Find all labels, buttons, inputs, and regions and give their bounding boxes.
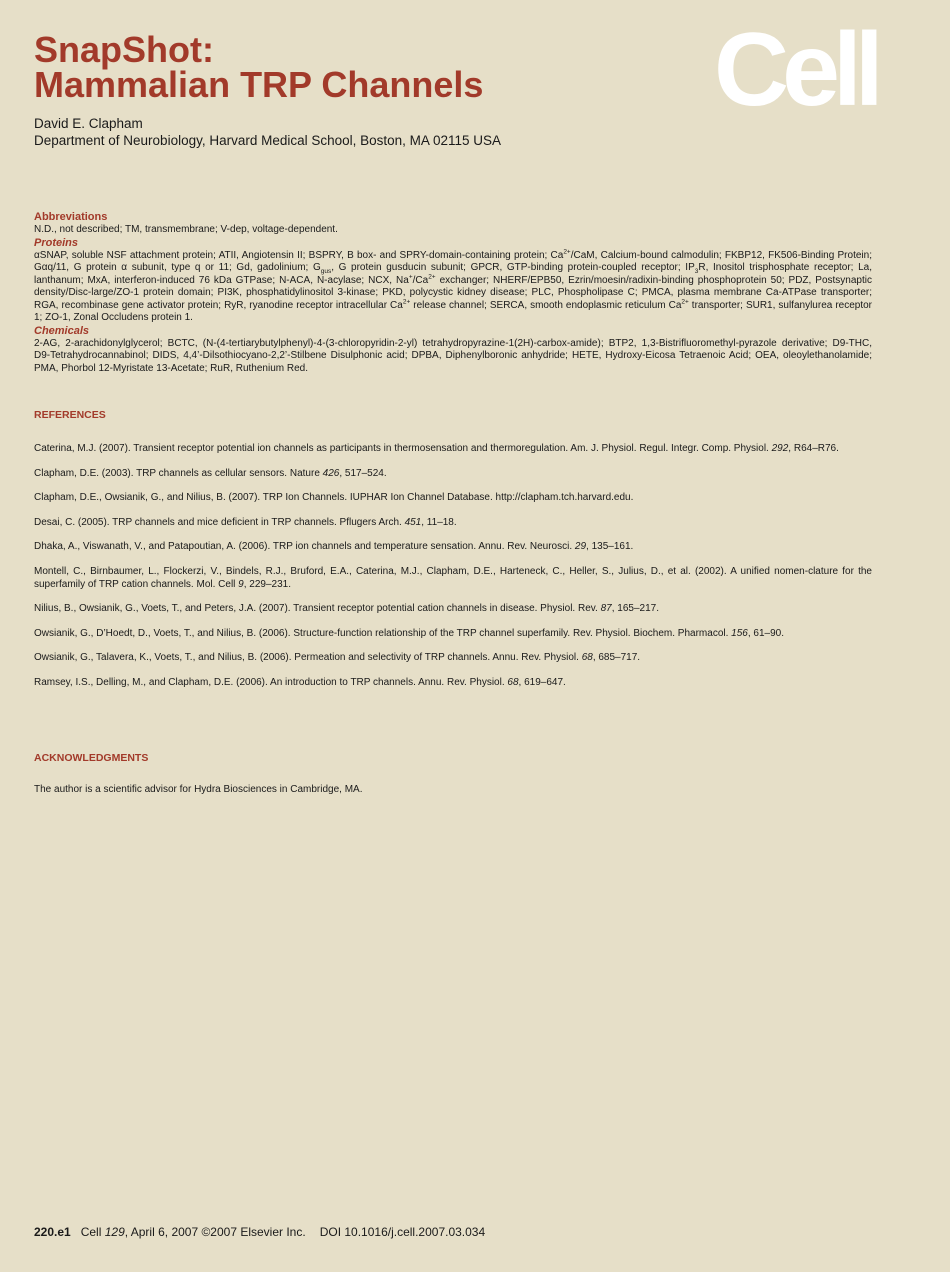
journal-name: Cell (80, 1225, 105, 1239)
reference-text: Dhaka, A., Viswanath, V., and Patapoutian, A. (2006). TRP ion channels and temperature sensation. Annu. Rev. Neurosci. (34, 541, 575, 552)
title-line-1: SnapShot: (34, 29, 214, 70)
reference-volume: 292 (771, 443, 789, 454)
acknowledgments-text: The author is a scientific advisor for Hydra Biosciences in Cambridge, MA. (34, 784, 363, 795)
reference-pages: , R64–R76. (788, 443, 839, 454)
reference-item (34, 467, 872, 480)
references-list (34, 442, 872, 700)
publication-date: , April 6, 2007 ©2007 Elsevier Inc. (124, 1225, 306, 1239)
proteins-part: /CaM, Calcium-bound calmodulin; FKBP12, FK506-Binding Protein; Gαq/11, G protein α subunit, type q or 11; Gd, gadolinium; G (34, 249, 872, 273)
cell-logo: Cell (714, 12, 877, 128)
reference-volume: 29 (574, 541, 587, 552)
reference-item (34, 651, 872, 664)
proteins-part: transporter; SUR1, sulfanylurea receptor 1; ZO-1, Zonal Occludens protein 1. (34, 299, 873, 323)
author-name: David E. Clapham (34, 116, 143, 131)
reference-text: Desai, C. (2005). TRP channels and mice deficient in TRP channels. Pflugers Arch. (34, 516, 405, 528)
page-number: 220.e1 (34, 1225, 71, 1239)
reference-pages: , 61–90. (747, 627, 785, 639)
reference-item (34, 602, 872, 615)
reference-pages: , 517–524. (339, 467, 387, 479)
references-heading: REFERENCES (34, 409, 106, 421)
reference-pages: , 135–161. (586, 541, 634, 552)
reference-text: Owsianik, G., D’Hoedt, D., Voets, T., and Nilius, B. (2006). Structure-function relationship of the TRP channel superfamily. Rev. Physiol. Biochem. Pharmacol. (34, 627, 732, 639)
reference-item (34, 676, 872, 689)
title-line-2: Mammalian TRP Channels (34, 64, 484, 105)
doi: DOI 10.1016/j.cell.2007.03.034 (319, 1225, 486, 1239)
acknowledgments-heading: ACKNOWLEDGMENTS (34, 752, 149, 764)
reference-item (34, 627, 872, 640)
reference-pages: , 685–717. (592, 652, 641, 663)
reference-volume: 156 (731, 627, 748, 639)
abbreviations-text: N.D., not described; TM, transmembrane; V-dep, voltage-dependent. (34, 224, 338, 235)
reference-pages: , 619–647. (518, 676, 566, 688)
reference-volume: 451 (404, 516, 422, 528)
reference-item (34, 540, 872, 553)
proteins-part: exchanger; NHERF/EPB50, Ezrin/moesin/radixin-binding phosphoprotein 50; PDZ, Postsynaptic density/Disc-large/ZO-1 protein domain; PI3K, phosphatidylinositol 3-kinase; PKD, polycystic kidney disease; PLC, Phospholipase C; PMCA, plasma membrane Ca-ATPase transporter; RGA, recombinase gene activator protein; RyR, ryanodine receptor intracellular Ca (34, 274, 872, 311)
reference-volume: 68 (507, 676, 519, 688)
reference-volume: 426 (322, 467, 340, 479)
chemicals-text: 2-AG, 2-arachidonylglycerol; BCTC, (N-(4-tertiarybutylphenyl)-4-(3-chloropyridin-2-yl) tetrahydropyrazine-1(2H)-carbox-amide); BTP2, 1,3-Bistrifluoromethyl-pyrazole derivative; D9-THC, D9-Tetrahydrocannabinol; DIDS, 4,4’-Dilsothiocyano-2,2’-Stilbene Disulphonic acid; DPBA, Diphenylboronic anhydride; HETE, Hydroxy-Eicosa Tetraenoic Acid; OEA, oleoylethanolamide; PMA, Phorbol 12-Myristate 13-Acetate; RuR, Ruthenium Red. (34, 337, 872, 374)
reference-pages: , 11–18. (421, 516, 457, 528)
reference-volume: 9 (238, 578, 244, 590)
author-affiliation: Department of Neurobiology, Harvard Medical School, Boston, MA 02115 USA (34, 133, 501, 148)
reference-text: Clapham, D.E. (2003). TRP channels as cellular sensors. Nature (34, 467, 323, 479)
reference-text: Caterina, M.J. (2007). Transient receptor potential ion channels as participants in thermosensation and thermoregulation. Am. J. Physiol. Regul. Integr. Comp. Physiol. (34, 443, 772, 454)
reference-item (34, 565, 872, 591)
reference-item (34, 442, 872, 455)
proteins-heading: Proteins (34, 236, 79, 249)
proteins-part: , G protein gusducin subunit; GPCR, GTP-binding protein-coupled receptor; IP (331, 262, 695, 273)
page-title (34, 29, 484, 105)
superscript: 2+ (428, 273, 436, 281)
reference-volume: 68 (581, 652, 593, 663)
reference-text: Owsianik, G., Talavera, K., Voets, T., and Nilius, B. (2006). Permeation and selectivity of TRP channels. Annu. Rev. Physiol. (34, 652, 582, 663)
reference-text: Clapham, D.E., Owsianik, G., and Nilius, B. (2007). TRP Ion Channels. IUPHAR Ion Channel Database. http://clapham.tch.harvard.edu. (34, 492, 634, 503)
reference-pages: , 165–217. (611, 603, 659, 614)
proteins-part: R, Inositol trisphosphate receptor; La, lanthanum; MxA, interferon-induced 76 kDa GTPase; N-ACA, N-acylase; NCX, Na (34, 262, 872, 286)
reference-volume: 87 (600, 603, 612, 614)
proteins-text (34, 250, 872, 325)
chemicals-heading: Chemicals (34, 324, 90, 337)
reference-item (34, 516, 872, 529)
reference-text: Nilius, B., Owsianik, G., Voets, T., and Peters, J.A. (2007). Transient receptor potential cation channels in disease. Physiol. Rev. (34, 603, 601, 614)
subscript: 3 (694, 268, 699, 275)
superscript: 2+ (681, 298, 689, 306)
proteins-part: release channel; SERCA, smooth endoplasmic reticulum Ca (410, 299, 682, 311)
proteins-part: /Ca (412, 274, 429, 286)
reference-pages: , 229–231. (243, 578, 291, 590)
journal-volume: 129 (104, 1225, 125, 1239)
superscript: 2+ (563, 248, 571, 256)
abbreviations-heading: Abbreviations (34, 211, 108, 223)
reference-item (34, 491, 872, 504)
reference-text: Montell, C., Birnbaumer, L., Flockerzi, V., Bindels, R.J., Bruford, E.A., Caterina, M.J., Clapham, D.E., Harteneck, C., Heller, S., Julius, D., et al. (2002). A unified nomen-clature for the superfamily of TRP cation channels. Mol. Cell (34, 565, 872, 590)
subscript: gus (320, 268, 332, 275)
page-footer (34, 1225, 485, 1239)
proteins-part: αSNAP, soluble NSF attachment protein; ATII, Angiotensin II; BSPRY, B box- and SPRY-domain-containing protein; Ca (34, 249, 564, 261)
superscript: 2+ (402, 298, 411, 306)
abbreviations-section (34, 211, 872, 375)
reference-text: Ramsey, I.S., Delling, M., and Clapham, D.E. (2006). An introduction to TRP channels. Annu. Rev. Physiol. (34, 676, 508, 688)
superscript: + (408, 273, 413, 281)
